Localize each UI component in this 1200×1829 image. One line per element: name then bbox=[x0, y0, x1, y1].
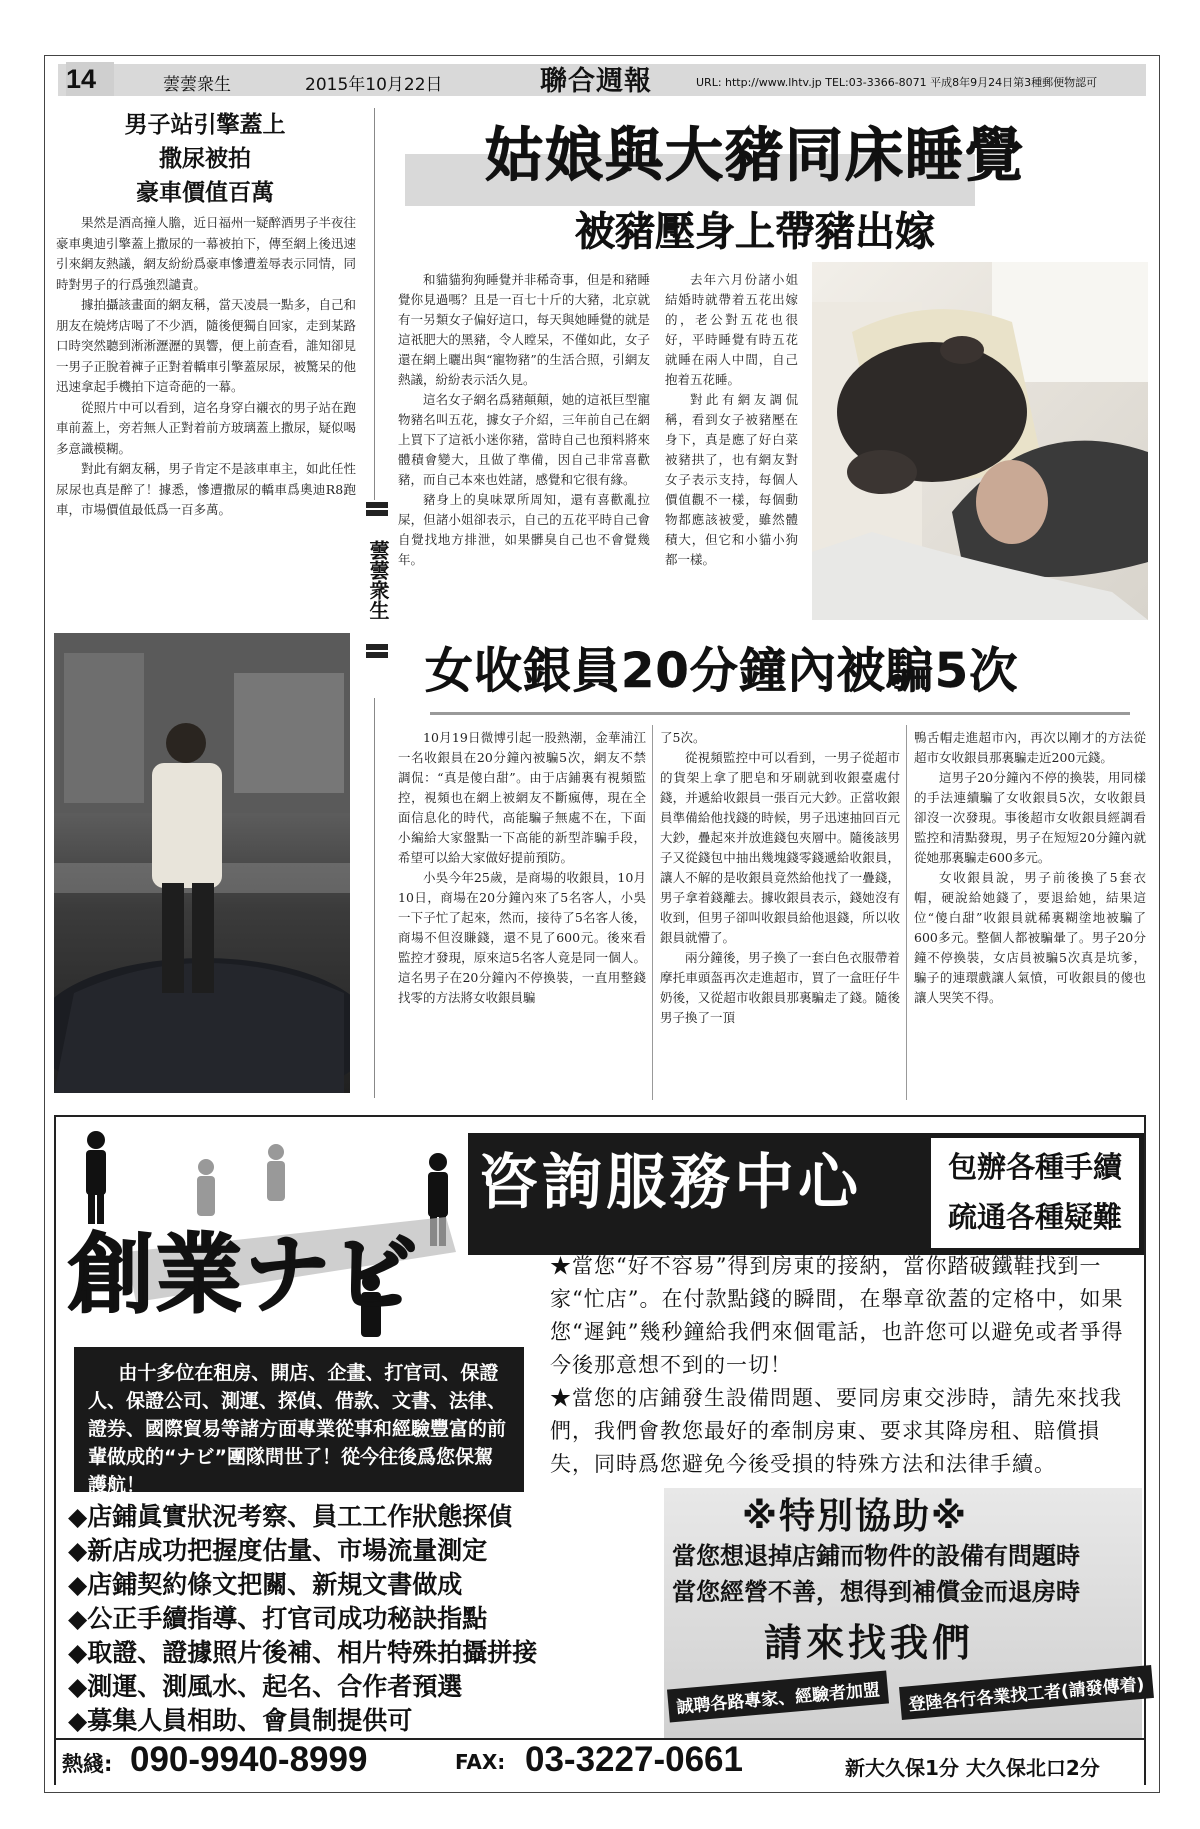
paragraph: 對此有網友調侃稱，看到女子被豬壓在身下，真是應了好白菜被豬拱了，也有網友對女子表示支持，每個人價值觀不一樣，每個動物都應該被愛，雖然體積大，但它和小貓小狗都一樣。 bbox=[665, 392, 798, 567]
side-tag-text: 蕓蕓衆生 bbox=[366, 540, 390, 620]
car-photo bbox=[54, 633, 350, 1093]
ad-title: 咨詢服務中心 bbox=[478, 1148, 862, 1218]
cashier-article-col3 bbox=[914, 728, 1146, 1008]
service-item: ◆取證、證據照片後補、相片特殊拍攝拼接 bbox=[68, 1638, 538, 1667]
paragraph: 豬身上的臭味眾所周知，還有喜歡亂拉屎，但諸小姐卻表示，自己的五花平時自己會自覺找地方排泄，如果髒臭自己也不會覺幾年。 bbox=[398, 492, 650, 567]
paragraph: 10月19日微博引起一股熱潮，金華浦江一名收銀員在20分鐘內被騙5次，網友不禁調侃：“真是傻白甜”。由于店鋪裏有視頻監控，視頻也在網上被網友不斷瘋傳，現在全面信息化的時代，高能騙子無處不在，下面小編給大家盤點一下高能的新型詐騙手段，希望可以給大家做好提前預防。 bbox=[398, 730, 646, 865]
note: ★當您“好不容易”得到房東的接納，當你踏破鐵鞋找到一家“忙店”。在付款點錢的瞬間，在舉章欲蓋的定格中，如果您“遲鈍”幾秒鐘給我們來個電話，也許您可以避免或者爭得今後那意想不到的一切！ bbox=[550, 1254, 1124, 1377]
column-name: 蕓蕓衆生 bbox=[163, 75, 231, 95]
location-text: 新大久保1分 大久保北口2分 bbox=[845, 1756, 1100, 1780]
service-item: ◆新店成功把握度估量、市場流量測定 bbox=[68, 1536, 488, 1565]
headline-line: 豪車價值百萬 bbox=[136, 180, 274, 206]
pig-photo bbox=[812, 262, 1148, 620]
special-cta: 請來找我們 bbox=[764, 1621, 975, 1665]
paragraph: 鴨舌帽走進超市內，再次以剛才的方法從超市女收銀員那裏騙走近200元錢。 bbox=[914, 730, 1146, 765]
pig-article-title: 姑娘與大豬同床睡覺 bbox=[484, 121, 1025, 189]
pig-article-col2 bbox=[665, 270, 798, 570]
paragraph: 這男子20分鐘內不停的換裝，用同樣的手法連續騙了女收銀員5次，女收銀員卻沒一次發現。事後超市女收銀員經調看監控和清點發現，男子在短短20分鐘內就從她那裏騙走600多元。 bbox=[914, 770, 1146, 865]
paragraph: 據拍攝該畫面的網友稱，當天凌晨一點多，自己和朋友在燒烤店喝了不少酒，隨後便獨自回家，走到某路口時突然聽到淅淅瀝瀝的異響，便上前查看，誰知卻見一男子正脫着褲子正對着轎車引擎蓋尿尿，被驚呆的他迅速拿起手機拍下這奇葩的一幕。 bbox=[56, 297, 357, 394]
header-meta: URL: http://www.lhtv.jp TEL:03-3366-8071 平成8年9月24日第3種郵便物認可 bbox=[696, 76, 1098, 89]
paragraph: 了5次。 bbox=[660, 730, 706, 745]
cashier-article-col1 bbox=[398, 728, 646, 1008]
service-item: ◆募集人員相助、會員制提供可 bbox=[68, 1706, 413, 1735]
hotline-number[interactable]: 090-9940-8999 bbox=[130, 1740, 368, 1779]
ad-logo: 創業ナビ bbox=[68, 1225, 420, 1325]
cashier-article-title: 女收銀員20分鐘內被騙5次 bbox=[425, 643, 1019, 699]
special-assistance-title: ※特別協助※ bbox=[742, 1496, 968, 1537]
headline-line: 撒尿被拍 bbox=[159, 146, 251, 172]
cashier-article-col2 bbox=[660, 728, 900, 1028]
recruit-stamp: 誠聘各路專家、經驗者加盟 bbox=[667, 1670, 889, 1722]
pig-photo-illustration bbox=[812, 262, 1148, 620]
paragraph: 從視頻監控中可以看到，一男子從超市的貨架上拿了肥皂和牙刷就到收銀臺處付錢，并遞給收銀員一張百元大鈔。正當收銀員準備給他找錢的時候，男子迅速抽回百元大鈔，疊起來并放進錢包夾層中。隨後該男子又從錢包中抽出幾塊錢零錢遞給收銀員，讓人不解的是收銀員竟然給他找了一疊錢，男子拿着錢離去。據收銀員表示，錢她沒有收到，但男子卻叫收銀員給他退錢，所以收銀員就懵了。 bbox=[660, 750, 900, 945]
column-divider bbox=[652, 725, 653, 1100]
paragraph: 去年六月份諸小姐結婚時就帶着五花出嫁的，老公對五花也很好，平時睡覺有時五花就睡在兩人中間，自己抱着五花睡。 bbox=[665, 272, 798, 387]
fax-number: 03-3227-0661 bbox=[525, 1740, 743, 1779]
service-item: ◆公正手續指導、打官司成功秘訣指點 bbox=[68, 1604, 488, 1633]
box-line: 疏通各種疑難 bbox=[947, 1200, 1122, 1234]
box-line: 包辦各種手續 bbox=[947, 1150, 1122, 1184]
service-item: ◆店鋪眞實狀況考察、員工工作狀態探偵 bbox=[68, 1502, 513, 1531]
side-column-tag bbox=[366, 500, 388, 698]
car-photo-illustration bbox=[54, 633, 350, 1093]
fax-label: FAX: bbox=[455, 1750, 506, 1774]
service-item: ◆測運、測風水、起名、合作者預選 bbox=[68, 1672, 463, 1701]
paragraph: 從照片中可以看到，這名身穿白襯衣的男子站在跑車前蓋上，旁若無人正對着前方玻璃蓋上撒尿，疑似喝多意識模糊。 bbox=[56, 399, 357, 456]
title-underline bbox=[430, 712, 1130, 715]
service-item: ◆店鋪契約條文把關、新規文書做成 bbox=[68, 1570, 463, 1599]
issue-date: 2015年10月22日 bbox=[305, 75, 443, 95]
page-number: 14 bbox=[66, 62, 114, 96]
ad-service-list bbox=[68, 1500, 668, 1738]
paragraph: 這名女子網名爲豬顛顛，她的這祇巨型寵物豬名叫五花，據女子介紹，三年前自己在網上買下了這祇小迷你豬，當時自己也預料將來體積會變大，且做了準備，因自己非常喜歡豬，而自己本來也姓諸，感覺和它很有緣。 bbox=[398, 392, 650, 487]
ad-service-box bbox=[928, 1135, 1142, 1251]
special-line: 當您想退掉店鋪而物件的設備有問題時 bbox=[672, 1542, 1080, 1570]
pig-article-col1 bbox=[398, 270, 650, 570]
hotline-label: 熱綫: bbox=[62, 1752, 113, 1776]
paragraph: 和貓貓狗狗睡覺并非稀奇事，但是和豬睡覺你見過嗎？且是一百七十斤的大豬，北京就有一另類女子偏好這口，每天與她睡覺的就是這祇肥大的黑豬，令人瞠呆，不僅如此，女子還在網上曬出與“寵物豬”的生活合照，引網友熱議，紛紛表示活久見。 bbox=[398, 272, 650, 387]
paragraph: 女收銀員說，男子前後換了5套衣帽，硬說給她錢了，要退給她，結果這位“傻白甜”收銀員就稀裏糊塗地被騙了600多元。整個人都被騙暈了。男子20分鐘不停換裝，女店員被騙5次真是坑爹，騙子的連環戲讓人氣憤，可收銀員的傻也讓人哭笑不得。 bbox=[914, 870, 1146, 1005]
paragraph: 對此有網友稱，男子肯定不是該車車主，如此任性尿尿也真是醉了！據悉，慘遭撒尿的轎車爲奧迪R8跑車，市場價值最低爲一百多萬。 bbox=[56, 461, 357, 517]
headline-line: 男子站引擎蓋上 bbox=[124, 112, 286, 138]
paragraph: 果然是酒高撞人膽，近日福州一疑醉酒男子半夜往豪車奧迪引擎蓋上撒尿的一幕被拍下，傳至網上後迅速引來網友熱議，網友紛紛爲豪車慘遭羞辱表示同情，同時對男子的行爲強烈譴責。 bbox=[56, 215, 357, 292]
paragraph: 小吳今年25歲，是商場的收銀員，10月10日，商場在20分鐘內來了5名客人，小吳一下子忙了起來，然而，接待了5名客人後，商場不但沒賺錢，還不見了600元。後來看監控才發現，原來這5名客人竟是同一個人。這名男子在20分鐘內不停換裝，一直用整錢找零的方法將女收銀員騙 bbox=[398, 870, 646, 1005]
newspaper-brand: 聯合週報 bbox=[540, 66, 652, 97]
pig-article-subtitle: 被豬壓身上帶豬出嫁 bbox=[575, 209, 935, 255]
note: ★當您的店鋪發生設備問題、要同房東交涉時，請先來找我們，我們會教您最好的牽制房東、要求其降房租、賠償損失，同時爲您避免今後受損的特殊方法和法律手續。 bbox=[550, 1386, 1122, 1476]
ad-notes bbox=[550, 1250, 1140, 1481]
special-line: 當您經營不善，想得到補償金而退房時 bbox=[672, 1578, 1080, 1606]
paragraph: 兩分鐘後，男子換了一套白色衣服帶着摩托車頭盔再次走進超市，買了一盒旺仔牛奶後，又從超市收銀員那裏騙走了錢。隨後男子換了一頂 bbox=[660, 950, 900, 1025]
jobseeker-stamp: 登陸各行各業找工者(請發傳着) bbox=[899, 1665, 1153, 1720]
column-divider bbox=[906, 725, 907, 1100]
left-article-headline bbox=[60, 108, 350, 210]
ad-intro: 由十多位在租房、開店、企畫、打官司、保證人、保證公司、測運、探偵、借款、文書、法律、證券、國際貿易等諸方面專業從事和經驗豐富的前輩做成的“ナビ”團隊問世了！從今往後爲您保駕護航！ bbox=[74, 1347, 524, 1492]
left-article-body bbox=[56, 213, 356, 521]
